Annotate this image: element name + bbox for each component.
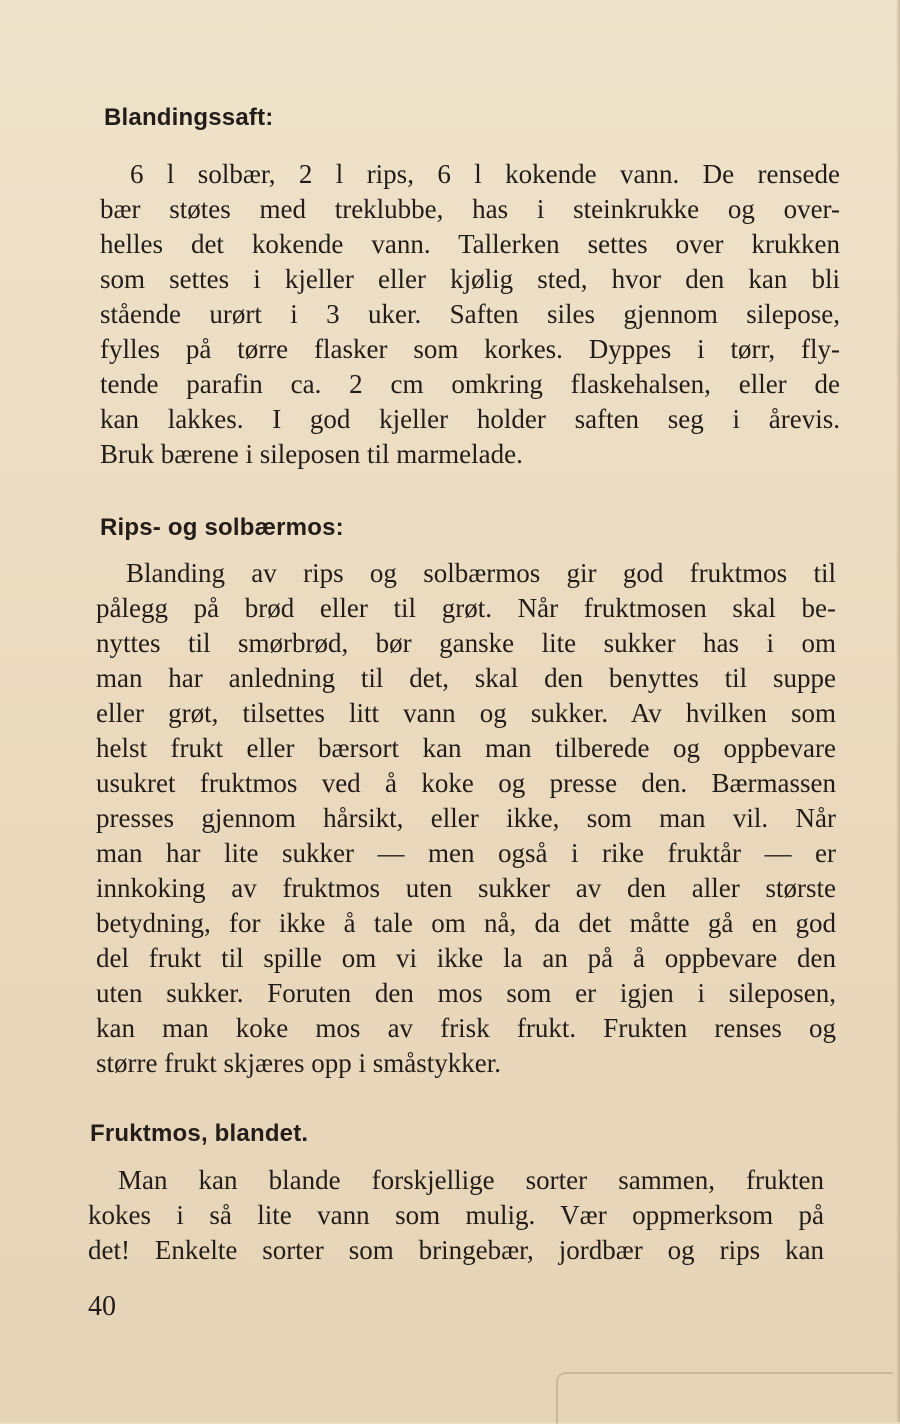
paragraph-blandingssaft xyxy=(100,157,840,472)
paragraph-rips-og-solbaermos xyxy=(96,556,836,1081)
heading-rips-og-solbaermos: Rips- og solbærmos: xyxy=(100,514,344,541)
text-line: nyttes til smørbrød, bør ganske lite sukker has i om xyxy=(96,628,836,658)
text-line: innkoking av fruktmos uten sukker av den aller største xyxy=(96,873,836,903)
paper-fold-mark xyxy=(556,1372,893,1424)
text-line: uten sukker. Foruten den mos som er igjen i sileposen, xyxy=(96,978,836,1008)
text-line: stående urørt i 3 uker. Saften siles gjennom silepose, xyxy=(100,299,840,329)
text-line: kan lakkes. I god kjeller holder saften seg i årevis. xyxy=(100,404,840,434)
text-line: helles det kokende vann. Tallerken settes over krukken xyxy=(100,229,840,259)
text-line: presses gjennom hårsikt, eller ikke, som man vil. Når xyxy=(96,803,836,833)
text-line: det! Enkelte sorter som bringebær, jordbær og rips kan xyxy=(88,1235,824,1265)
text-line: kokes i så lite vann som mulig. Vær oppmerksom på xyxy=(88,1200,824,1230)
text-line: Bruk bærene i sileposen til marmelade. xyxy=(100,439,523,469)
page-number: 40 xyxy=(88,1291,116,1322)
text-line: tende parafin ca. 2 cm omkring flaskehalsen, eller de xyxy=(100,369,840,399)
text-line: Blanding av rips og solbærmos gir god fruktmos til xyxy=(126,558,836,588)
text-line: Man kan blande forskjellige sorter sammen, frukten xyxy=(118,1165,824,1195)
text-line: bær støtes med treklubbe, has i steinkrukke og over- xyxy=(100,194,840,224)
heading-fruktmos-blandet: Fruktmos, blandet. xyxy=(90,1120,309,1147)
text-line: usukret fruktmos ved å koke og presse den. Bærmassen xyxy=(96,768,836,798)
text-line: del frukt til spille om vi ikke la an på å oppbevare den xyxy=(96,943,836,973)
page-edge-shadow xyxy=(896,0,900,1422)
text-line: som settes i kjeller eller kjølig sted, hvor den kan bli xyxy=(100,264,840,294)
text-line: man har lite sukker — men også i rike fruktår — er xyxy=(96,838,836,868)
heading-blandingssaft: Blandingssaft: xyxy=(104,104,274,131)
paragraph-fruktmos-blandet xyxy=(88,1163,824,1268)
text-line: helst frukt eller bærsort kan man tilberede og oppbevare xyxy=(96,733,836,763)
text-line: større frukt skjæres opp i småstykker. xyxy=(96,1048,501,1078)
text-line: pålegg på brød eller til grøt. Når fruktmosen skal be- xyxy=(96,593,836,623)
text-line: betydning, for ikke å tale om nå, da det måtte gå en god xyxy=(96,908,836,938)
text-line: fylles på tørre flasker som korkes. Dyppes i tørr, fly- xyxy=(100,334,840,364)
text-line: kan man koke mos av frisk frukt. Frukten renses og xyxy=(96,1013,836,1043)
text-line: eller grøt, tilsettes litt vann og sukker. Av hvilken som xyxy=(96,698,836,728)
text-line: man har anledning til det, skal den benyttes til suppe xyxy=(96,663,836,693)
text-line: 6 l solbær, 2 l rips, 6 l kokende vann. De rensede xyxy=(130,159,840,189)
